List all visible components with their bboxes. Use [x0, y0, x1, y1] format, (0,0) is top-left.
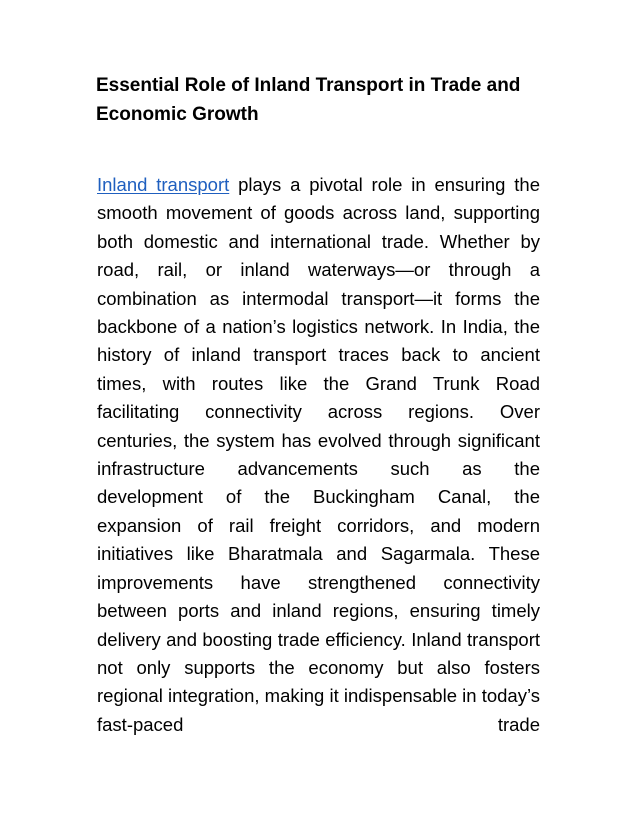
inland-transport-link[interactable]: Inland transport — [97, 174, 230, 195]
body-paragraph-text: plays a pivotal role in ensuring the smooth movement of goods across land, supporting both domestic and international trade. Whether by road, rail, or inland waterways—or through a combination as intermodal transport—it forms the backbone of a nation’s logistics network. In India, the history of inland transport traces back to ancient times, with routes like the Grand Trunk Road facilitating connectivity across regions. Over centuries, the system has evolved through significant infrastructure advancements such as the development of the Buckingham Canal, the expansion of rail freight corridors, and modern initiatives like Bharatmala and Sagarmala. These improvements have strengthened connectivity between ports and inland regions, ensuring timely delivery and boosting trade efficiency. Inland transport not only supports the economy but also fosters regional integration, making it indispensable in today’s fast-paced trade — [97, 174, 540, 735]
document-title: Essential Role of Inland Transport in Trade and Economic Growth — [96, 75, 521, 125]
body-paragraph — [97, 171, 540, 739]
